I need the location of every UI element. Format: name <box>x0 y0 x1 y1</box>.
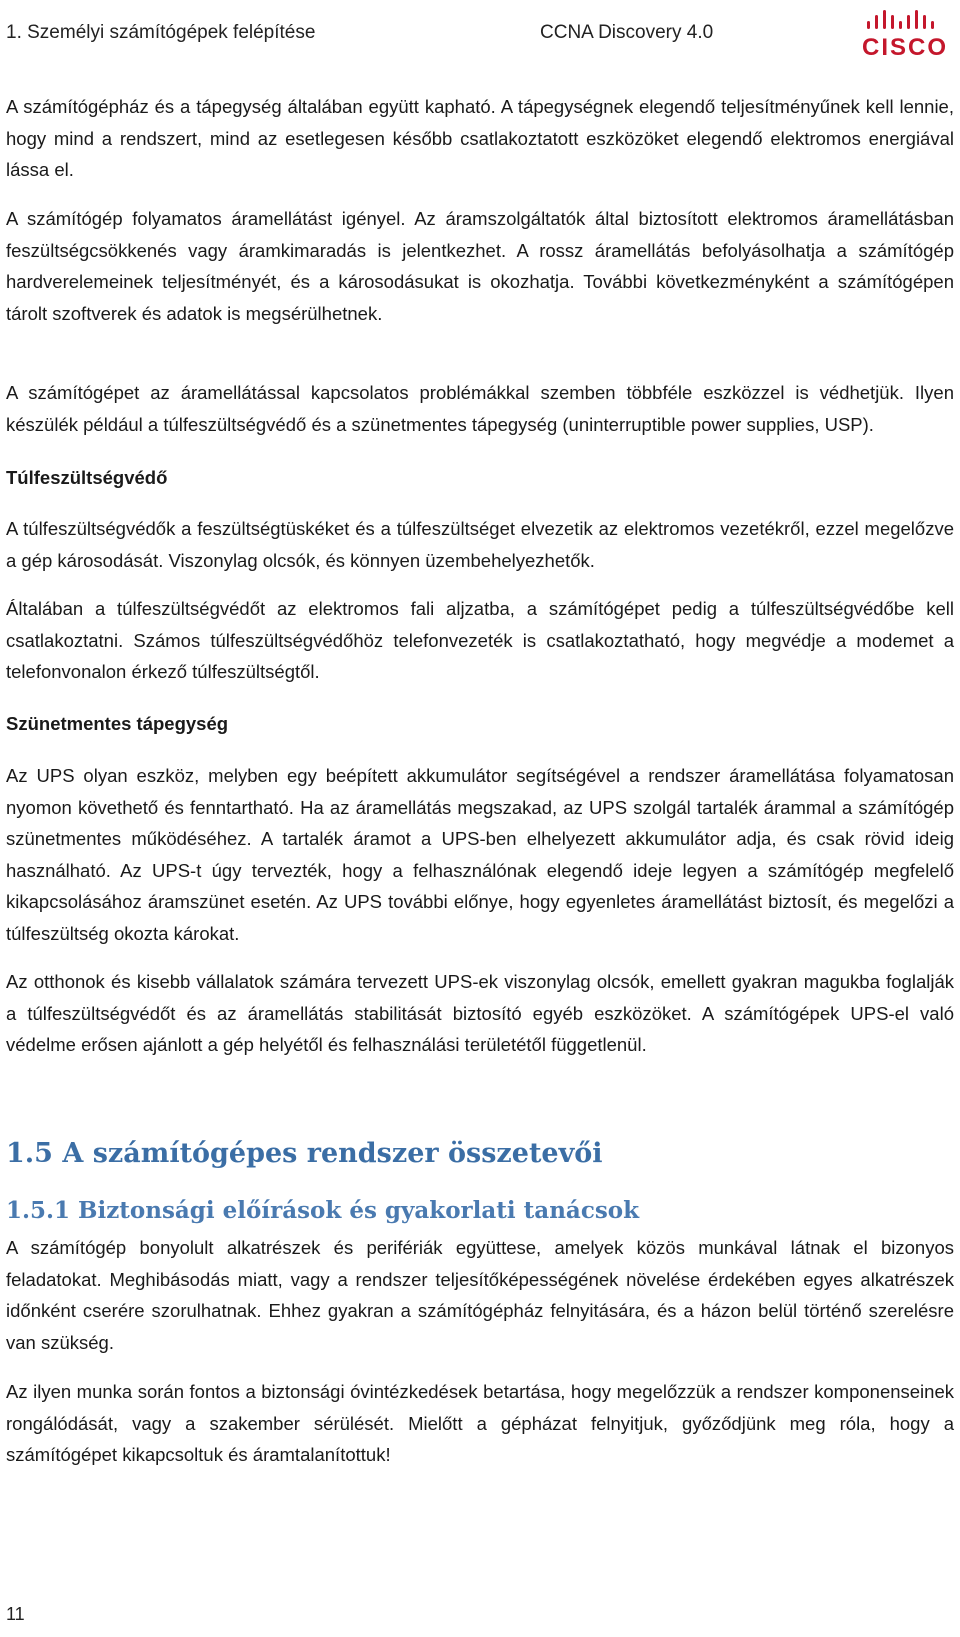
paragraph-case-psu: A számítógépház és a tápegység általában együtt kapható. A tápegységnek elegendő teljesítményűnek kell lennie, hogy mind a rendszert, mind az esetlegesen később csatlakoztatott eszközöket elegendő elektromos energiával lássa el. <box>6 96 954 180</box>
paragraph-safety: Az ilyen munka során fontos a biztonsági óvintézkedések betartása, hogy megelőzzük a rendszer komponenseinek rongálódását, vagy a szakember sérülését. Mielőtt a gépházat felnyitjuk, győződjünk meg róla, hogy a számítógépet kikapcsoltuk és áramtalanítottuk! <box>6 1381 954 1465</box>
chapter-title: 1. Személyi számítógépek felépítése <box>6 22 316 43</box>
page-number: 11 <box>6 1604 25 1624</box>
subsection-heading: 1.5.1 Biztonsági előírások és gyakorlati tanácsok <box>6 1197 640 1224</box>
page-header <box>0 0 960 72</box>
paragraph-surge-usage: Általában a túlfeszültségvédőt az elektromos fali aljzatba, a számítógépet pedig a túlfeszültségvédőbe kell csatlakoztatni. Számos túlfeszültségvédőhöz telefonvezeték is csatlakoztatható, hogy megvédje a modemet a telefonvonalon érkező túlfeszültségtől. <box>6 598 954 682</box>
subheading-ups: Szünetmentes tápegység <box>6 713 229 734</box>
paragraph-ups-description: Az UPS olyan eszköz, melyben egy beépített akkumulátor segítségével a rendszer áramellátása folyamatosan nyomon követhető és fenntartható. Ha az áramellátás megszakad, az UPS szolgál tartalék árammal a számítógép szünetmentes működéséhez. A tartalék áramot a UPS-ben elhelyezett akkumulátor adja, és csak rövid ideig használható. Az UPS-t úgy tervezték, hogy a felhasználónak elegendő ideje legyen a számítógép megfelelő kikapcsolásához áramszünet esetén. Az UPS további előnye, hogy egyenletes áramellátást biztosít, és megelőzi a túlfeszültség okozta károkat. <box>6 765 954 944</box>
paragraph-protection-devices: A számítógépet az áramellátással kapcsolatos problémákkal szemben többféle eszközzel is védhetjük. Ilyen készülék például a túlfeszültségvédő és a szünetmentes tápegység (uninterruptible power supplies, USP). <box>6 382 954 435</box>
cisco-logo-icon <box>858 4 952 66</box>
paragraph-power-supply: A számítógép folyamatos áramellátást igényel. Az áramszolgáltatók által biztosított elektromos áramellátásban feszültségcsökkenés vagy áramkimaradás is jelentkezhet. A rossz áramellátás befolyásolhatja a számítógép hardverelemeinek teljesítményét, és a károsodásukat is okozhatja. További következményként a számítógépen tárolt szoftverek és adatok is megsérülhetnek. <box>6 208 954 324</box>
paragraph-components: A számítógép bonyolult alkatrészek és perifériák együttese, amelyek közös munkával látnak el bizonyos feladatokat. Meghibásodás miatt, vagy a rendszer teljesítőképességének növelése érdekében egyes alkatrészek időnként cserére szorulhatnak. Ehhez gyakran a számítógépház felnyitására, és a házon belül történő szerelésre van szükség. <box>6 1237 954 1353</box>
course-title: CCNA Discovery 4.0 <box>540 22 714 43</box>
section-heading: 1.5 A számítógépes rendszer összetevői <box>6 1138 603 1169</box>
cisco-logo-text: CISCO <box>861 34 948 61</box>
paragraph-surge-intro: A túlfeszültségvédők a feszültségtüskéket és a túlfeszültséget elvezetik az elektromos vezetékről, ezzel megelőzve a gép károsodását. Viszonylag olcsók, és könnyen üzembehelyezhetők. <box>6 518 954 571</box>
subheading-surge-protector: Túlfeszültségvédő <box>6 467 168 488</box>
paragraph-ups-home: Az otthonok és kisebb vállalatok számára tervezett UPS-ek viszonylag olcsók, emellett gyakran magukba foglalják a túlfeszültségvédőt és az áramellátás stabilitását biztosító egyéb eszközöket. A számítógépek UPS-el való védelme erősen ajánlott a gép helyétől és felhasználási területétől függetlenül. <box>6 971 954 1055</box>
